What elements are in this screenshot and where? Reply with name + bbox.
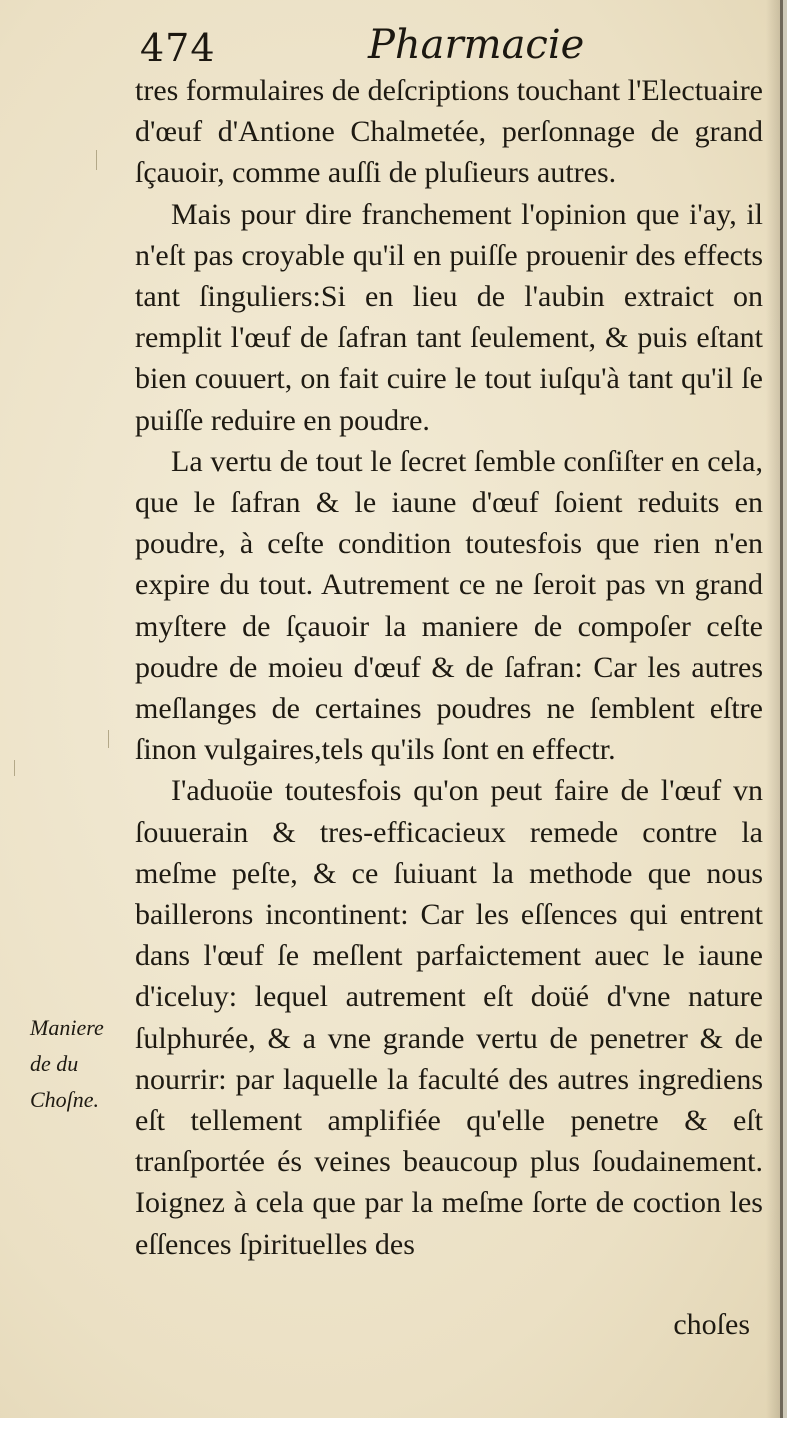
paragraph-2: Mais pour dire franchement l'opinion que i'ay, il n'eſt pas croyable qu'il en puiſſe prouenir des effects tant ſinguliers:Si en lieu de l'aubin extraict on remplit l'œuf de ſafran tant ſeulement, & puis eſtant bien couuert, on fait cuire le tout iuſqu'à tant qu'il ſe puiſſe reduire en poudre. xyxy=(135,197,763,437)
marginal-note-line-3: Choſne. xyxy=(30,1087,100,1112)
running-head: Pharmacie xyxy=(368,22,585,68)
paragraph-1: tres formulaires de deſcriptions touchant l'Electuaire d'œuf d'Antione Chalmetée, perſonnage de grand ſçauoir, comme auſſi de pluſieurs autres. xyxy=(135,74,763,190)
catchword: choſes xyxy=(673,1308,750,1341)
margin-mark xyxy=(14,760,15,776)
paragraph-3: La vertu de tout le ſecret ſemble conſiſter en cela, que le ſafran & le iaune d'œuf ſoient reduits en poudre, à ceſte condition toutesfois que rien n'en expire du tout. Autrement ce ne ſeroit pas vn grand myſtere de ſçauoir la maniere de compoſer ceſte poudre de moieu d'œuf & de ſafran: Car les autres meſlanges de certaines poudres ne ſemblent eſtre ſinon vulgaires,tels qu'ils ſont en effectr. xyxy=(135,444,763,767)
margin-mark xyxy=(96,150,97,170)
page-number: 474 xyxy=(140,26,216,70)
body-text xyxy=(135,70,763,1265)
marginal-note-line-1: Maniere xyxy=(30,1015,104,1040)
marginal-note-line-2: de du xyxy=(30,1051,79,1076)
page-edge-shadow xyxy=(766,0,780,1418)
marginal-note xyxy=(30,1010,130,1118)
page-header xyxy=(0,18,780,78)
margin-mark xyxy=(108,730,109,748)
paragraph-4: I'aduoüe toutesfois qu'on peut faire de l'œuf vn ſouuerain & tres-efficacieux remede contre la meſme peſte, & ce ſuiuant la methode que nous baillerons incontinent: Car les eſſences qui entrent dans l'œuf ſe meſlent parfaictement auec le iaune d'iceluy: lequel autrement eſt doüé d'vne nature ſulphurée, & a vne grande vertu de penetrer & de nourrir: par laquelle la faculté des autres ingrediens eſt tellement amplifiée qu'elle penetre & eſt tranſportée és veines beaucoup plus ſoudainement. Ioignez à cela que par la meſme ſorte de coction les eſſences ſpirituelles des xyxy=(135,774,763,1261)
